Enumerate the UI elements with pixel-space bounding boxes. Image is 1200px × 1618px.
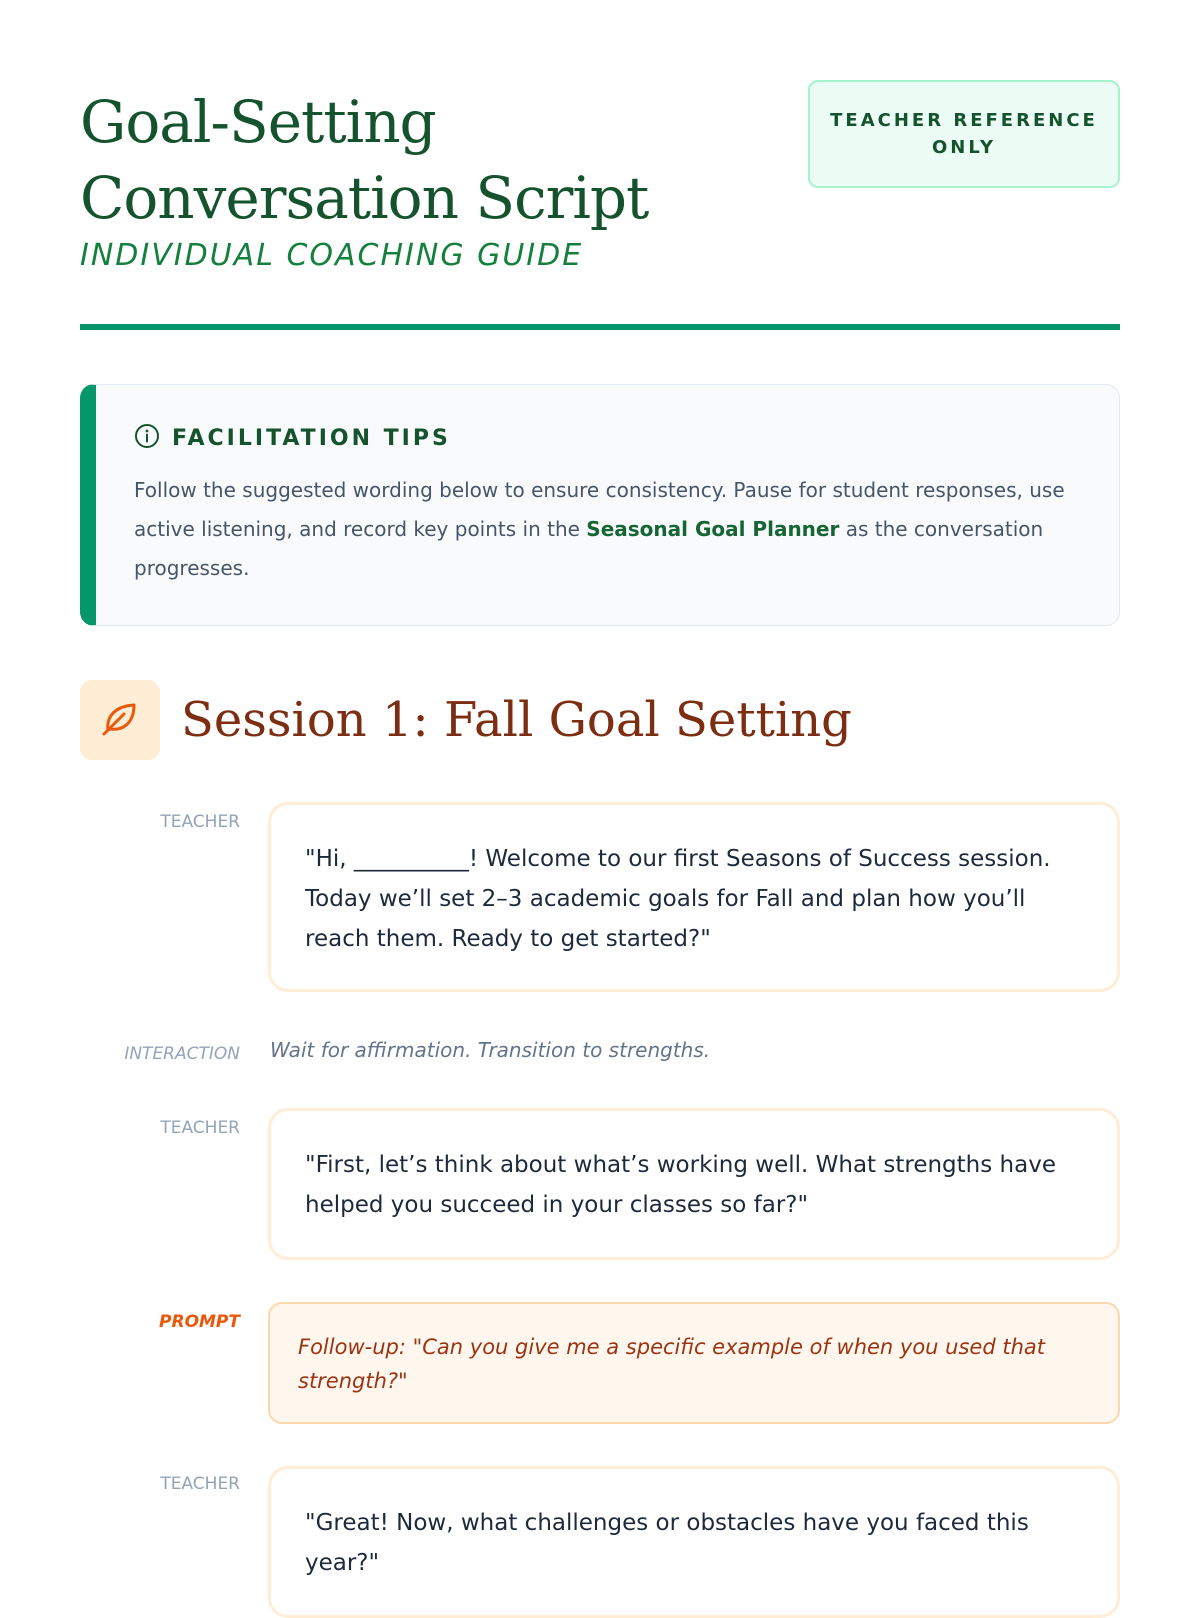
session-icon-tile — [80, 680, 160, 760]
tips-body — [134, 471, 1083, 588]
session-title: Session 1: Fall Goal Setting — [181, 692, 852, 748]
speaker-label-teacher: TEACHER — [160, 812, 240, 832]
info-circle-icon — [134, 423, 160, 454]
facilitation-tips-box — [80, 384, 1120, 626]
tips-header — [134, 423, 1083, 453]
speaker-label-teacher: TEACHER — [160, 1474, 240, 1494]
leaf-icon — [98, 696, 142, 745]
tips-text-start: Follow the suggested wording below to ensure consistency. Pause for student responses, use active listening, and record key points in the — [134, 478, 1065, 541]
teacher-script-text: "Hi, __________! Welcome to our first Seasons of Success session. Today we’ll set 2–3 academic goals for Fall and plan how you’ll reach them. Ready to get started?" — [305, 846, 1051, 952]
session-heading — [80, 680, 1120, 760]
teacher-script-text: "First, let’s think about what’s working well. What strengths have helped you succeed in your classes so far?" — [305, 1152, 1056, 1218]
teacher-script-bubble — [268, 802, 1120, 992]
page-title: Goal-Setting Conversation Script — [80, 88, 649, 232]
badge-label: TEACHER REFERENCE ONLY — [830, 110, 1098, 158]
speaker-label-interaction: INTERACTION — [124, 1044, 240, 1064]
prompt-text: Follow-up: "Can you give me a specific example of when you used that strength?" — [298, 1335, 1045, 1393]
header-divider — [80, 324, 1120, 330]
page-subtitle: INDIVIDUAL COACHING GUIDE — [80, 238, 584, 273]
interaction-note: Wait for affirmation. Transition to strengths. — [270, 1038, 711, 1062]
seasonal-goal-planner-highlight: Seasonal Goal Planner — [586, 517, 840, 541]
teacher-script-bubble — [268, 1466, 1120, 1618]
teacher-script-bubble — [268, 1108, 1120, 1260]
teacher-reference-badge — [808, 80, 1120, 188]
speaker-label-teacher: TEACHER — [160, 1118, 240, 1138]
speaker-label-prompt: PROMPT — [159, 1312, 240, 1332]
prompt-box — [268, 1302, 1120, 1424]
tips-title: FACILITATION TIPS — [172, 425, 451, 451]
teacher-script-text: "Great! Now, what challenges or obstacles have you faced this year?" — [305, 1510, 1029, 1576]
tips-text-end: as the conversation progresses. — [134, 517, 1044, 580]
